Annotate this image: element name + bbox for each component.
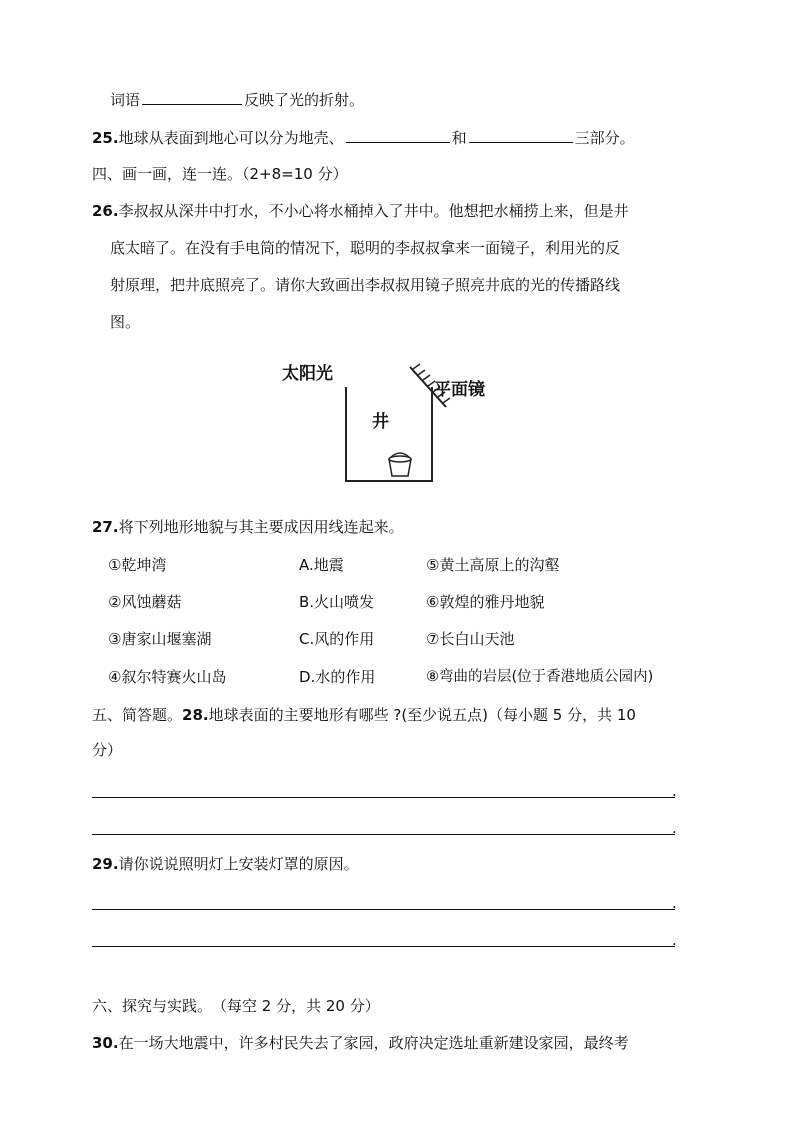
q28-line-1-end: . <box>672 782 677 800</box>
q29-answer-line-1[interactable] <box>92 909 675 910</box>
q28-answer-line-2[interactable] <box>92 834 675 835</box>
q24-post: 反映了光的折射。 <box>244 91 365 109</box>
q29-line-2-end: . <box>672 931 677 949</box>
q24-tail <box>110 89 364 110</box>
match-right-7[interactable]: ⑦长白山天池 <box>426 630 515 648</box>
match-mid-b[interactable]: B.火山喷发 <box>299 593 375 611</box>
question-25 <box>92 127 635 148</box>
section-5-heading: 五、简答题。 <box>92 706 183 724</box>
q27-number: 27. <box>92 518 119 536</box>
q25-number: 25. <box>92 129 119 147</box>
q25-blank-1[interactable] <box>346 127 450 143</box>
q29-number: 29. <box>92 855 119 873</box>
match-left-1[interactable]: ①乾坤湾 <box>108 556 167 574</box>
q26-line-2: 底太暗了。在没有手电筒的情况下，聪明的李叔叔拿来一面镜子，利用光的反 <box>110 239 621 257</box>
match-mid-c[interactable]: C.风的作用 <box>299 630 375 648</box>
section-6-heading: 六、探究与实践。 （每空 2 分，共 20 分） <box>92 997 380 1015</box>
q30-text: 在一场大地震中，许多村民失去了家园，政府决定选址重新建设家园，最终考 <box>118 1034 629 1052</box>
question-30 <box>92 1033 629 1053</box>
q25-text-c: 三部分。 <box>574 129 635 147</box>
q25-blank-2[interactable] <box>469 127 573 143</box>
q27-text: 将下列地形地貌与其主要成因用线连起来。 <box>118 518 404 536</box>
bucket-icon <box>386 449 414 479</box>
match-left-3[interactable]: ③唐家山堰塞湖 <box>108 630 212 648</box>
section-5-q28 <box>92 705 636 725</box>
q30-number: 30. <box>92 1034 119 1052</box>
q28-text-cont: 分） <box>92 741 123 759</box>
well-label: 井 <box>372 412 389 432</box>
match-left-2[interactable]: ②风蚀蘑菇 <box>108 593 182 611</box>
q26-number: 26. <box>92 202 119 220</box>
q29-text: 请你说说照明灯上安装灯罩的原因。 <box>118 855 359 873</box>
match-right-6[interactable]: ⑥敦煌的雅丹地貌 <box>426 593 545 611</box>
q29-line-1-end: . <box>672 894 677 912</box>
q28-line-2-end: . <box>672 819 677 837</box>
q24-blank[interactable] <box>142 89 242 105</box>
match-right-5[interactable]: ⑤黄土高原上的沟壑 <box>426 556 560 574</box>
q28-answer-line-1[interactable] <box>92 797 675 798</box>
sunlight-label: 太阳光 <box>282 364 333 384</box>
q26-line-1 <box>92 201 629 221</box>
q25-text-b: 和 <box>451 129 467 147</box>
question-29 <box>92 854 359 874</box>
match-left-4[interactable]: ④叙尔特赛火山岛 <box>108 668 227 686</box>
section-4-heading: 四、画一画，连一连。（2+8=10 分） <box>92 165 348 183</box>
q29-answer-line-2[interactable] <box>92 946 675 947</box>
match-mid-d[interactable]: D.水的作用 <box>299 668 376 686</box>
q24-pre: 词语 <box>110 91 141 109</box>
match-right-8[interactable]: ⑧弯曲的岩层(位于香港地质公园内) <box>426 669 654 685</box>
q26-line-3: 射原理，把井底照亮了。请你大致画出李叔叔用镜子照亮井底的光的传播路线 <box>110 276 621 294</box>
question-27 <box>92 517 404 537</box>
q28-text: 地球表面的主要地形有哪些 ?(至少说五点)（每小题 5 分，共 10 <box>208 706 636 724</box>
match-mid-a[interactable]: A.地震 <box>299 556 344 574</box>
q26-line-4: 图。 <box>110 313 141 331</box>
well-mirror-figure <box>270 355 510 495</box>
q28-number: 28. <box>182 706 209 724</box>
q25-text-a: 地球从表面到地心可以分为地壳、 <box>118 129 344 147</box>
mirror-label: 平面镜 <box>434 380 485 400</box>
q26-text-1: 李叔叔从深井中打水，不小心将水桶掉入了井中。他想把水桶捞上来，但是井 <box>118 202 629 220</box>
